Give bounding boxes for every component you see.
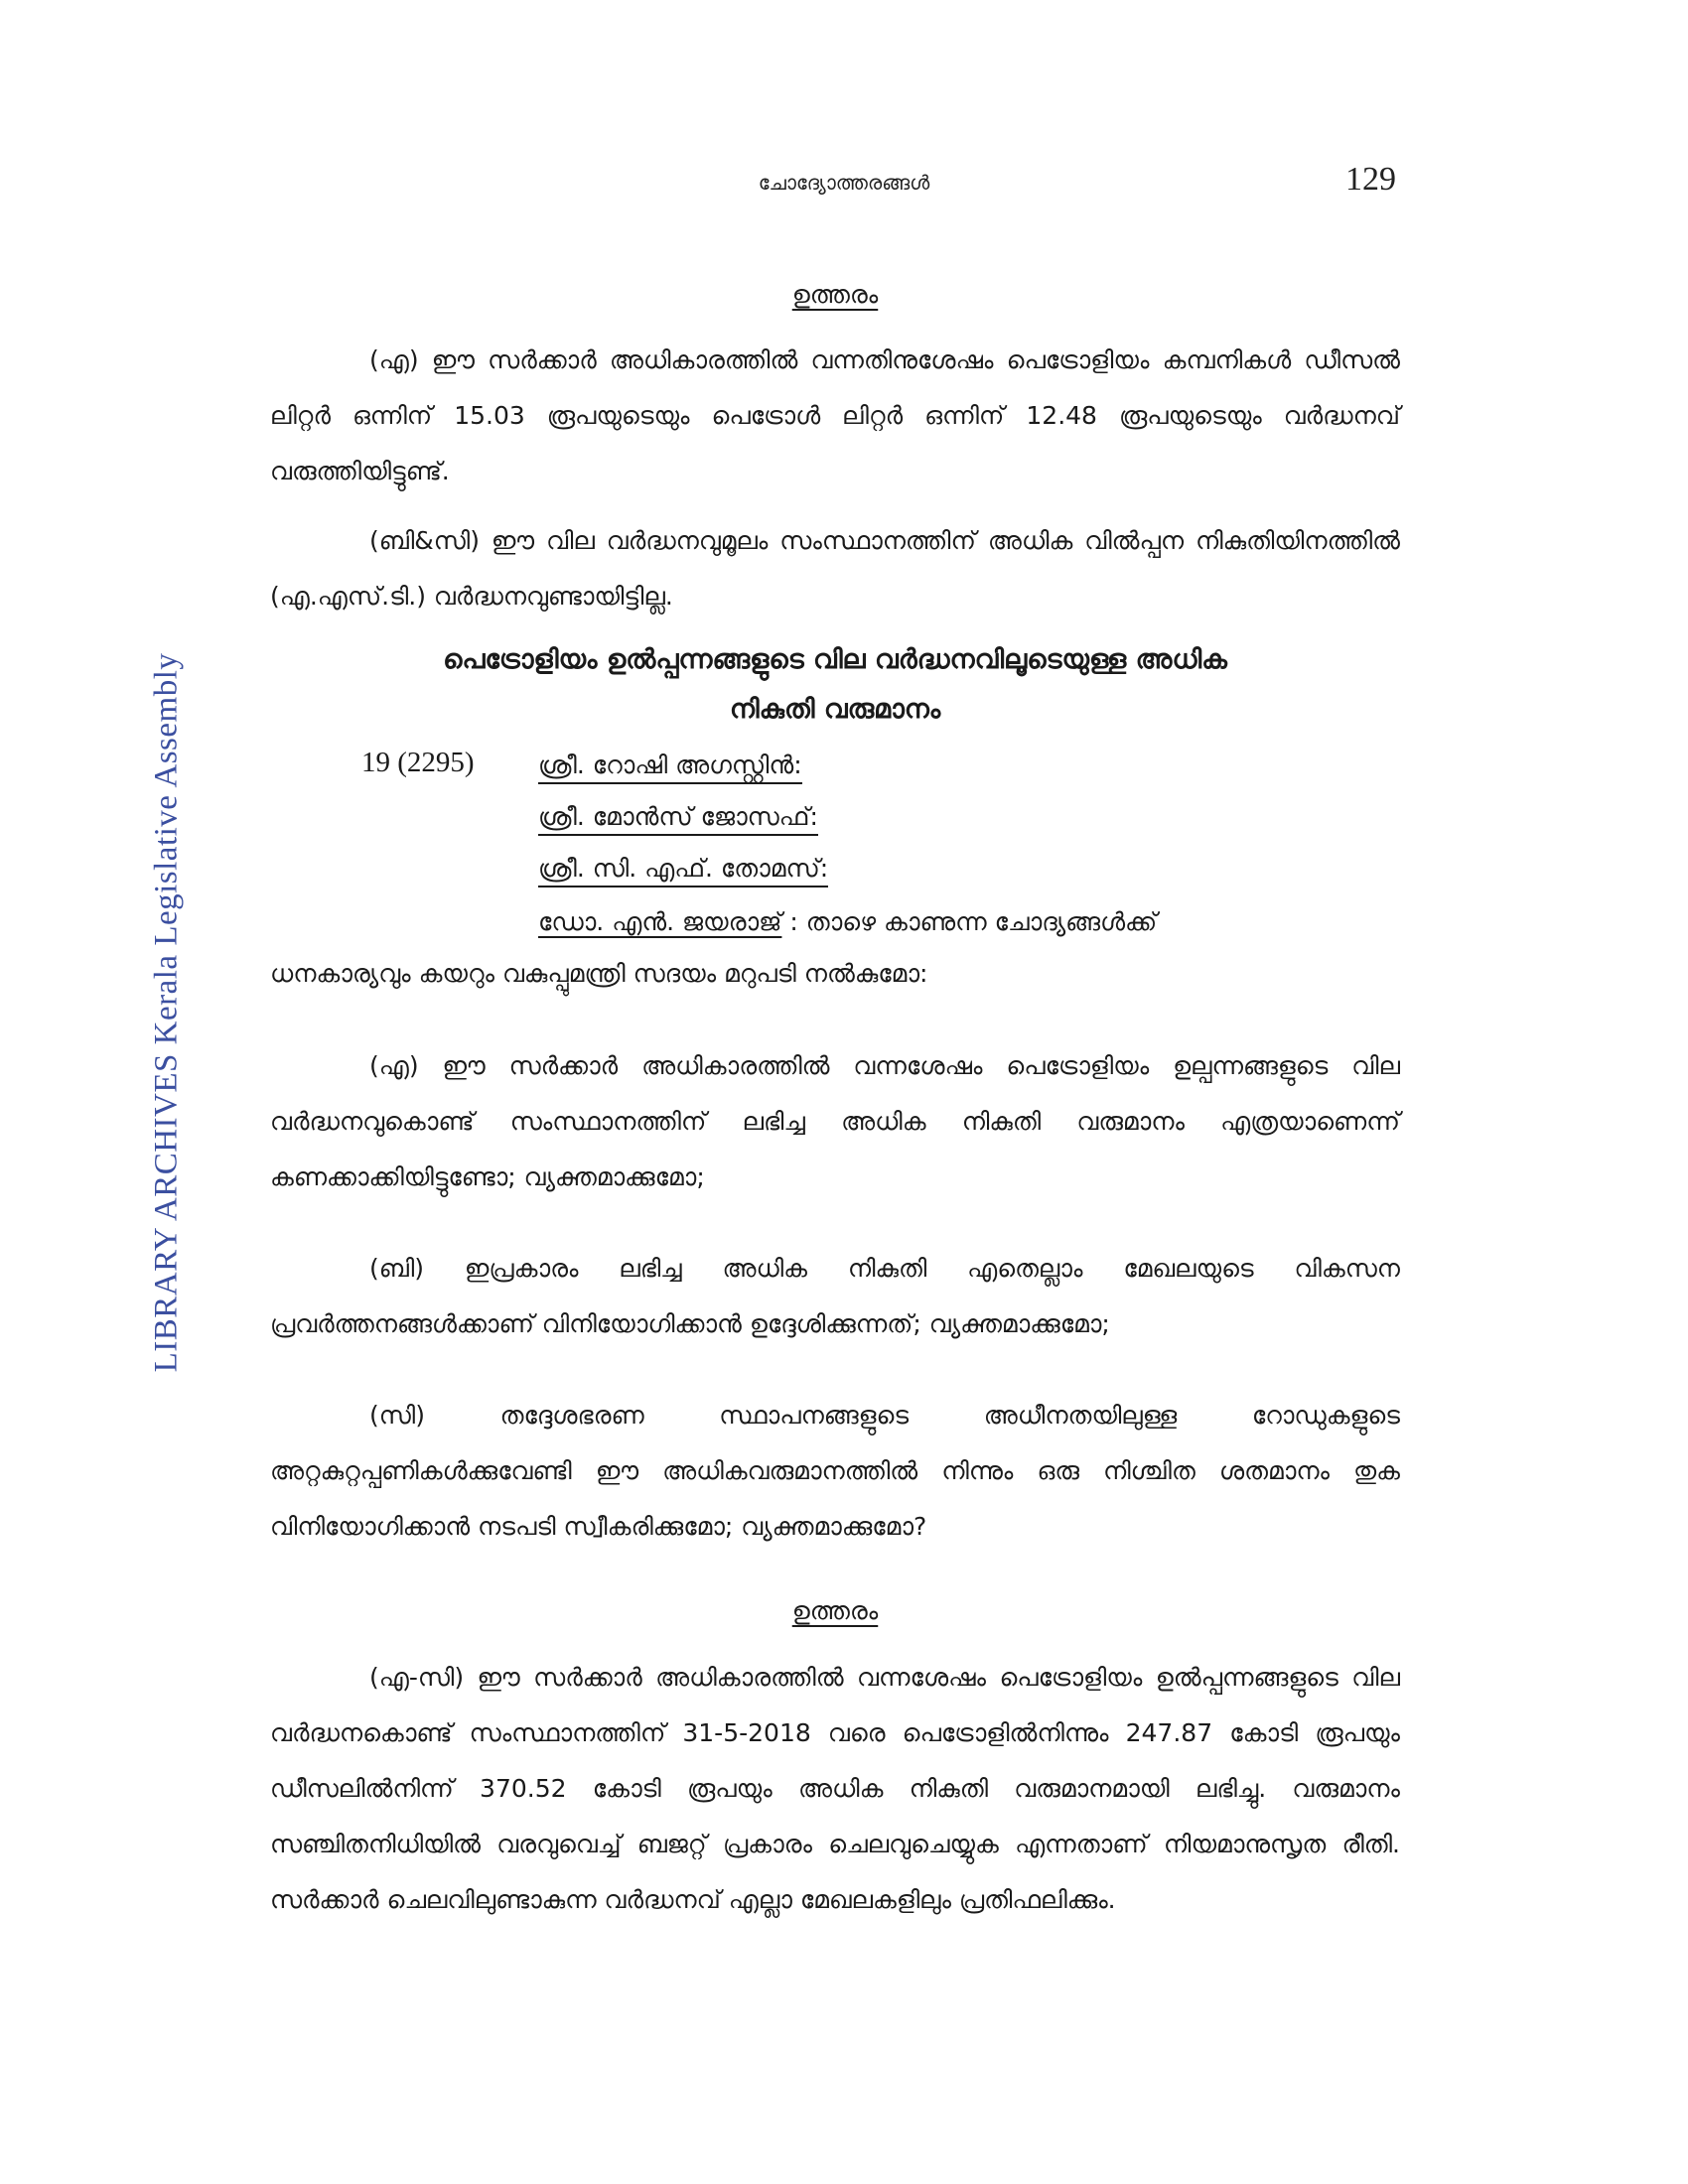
answer-heading-text: ഉത്തരം — [791, 280, 879, 309]
question-part-c: (സി) തദ്ദേശഭരണ സ്ഥാപനങ്ങളുടെ അധീനതയിലുള്ള റോഡുകളുടെ അറ്റകുറ്റപ്പണികൾക്കുവേണ്ടി ഈ അധികവരുമാനത്തിൽ നിന്നും ഒരു നിശ്ചിത ശതമാനം തുക വിനിയോഗിക്കാൻ നടപടി സ്വീകരിക്കുമോ; വ്യക്തമാക്കുമോ? — [270, 1401, 1400, 1541]
member-3: ശ്രീ. സി. എഫ്. തോമസ്: — [538, 854, 828, 887]
answer-heading-2 — [270, 1596, 1400, 1626]
question-title — [270, 635, 1400, 735]
page-number: 129 — [1345, 161, 1396, 198]
answer-part-a: (എ) ഈ സർക്കാർ അധികാരത്തിൽ വന്നതിനുശേഷം പെട്രോളിയം കമ്പനികൾ ഡീസൽ ലിറ്റർ ഒന്നിന് 15.03 രൂപയുടെയും പെട്രോൾ ലിറ്റർ ഒന്നിന് 12.48 രൂപയുടെയും വർദ്ധനവ് വരുത്തിയിട്ടുണ്ട്. — [270, 345, 1400, 485]
question-title-line2: നികുതി വരുമാനം — [729, 694, 941, 725]
answer-part-bc: (ബി&സി) ഈ വില വർദ്ധനവുമൂലം സംസ്ഥാനത്തിന് അധിക വിൽപ്പന നികുതിയിനത്തിൽ (എ.എസ്.ടി.) വർദ്ധനവുണ്ടായിട്ടില്ല. — [270, 526, 1400, 611]
answer-heading — [270, 280, 1400, 310]
question-number: 19 (2295) — [361, 747, 475, 778]
ask-line-1: : താഴെ കാണുന്ന ചോദ്യങ്ങൾക്ക് — [781, 907, 1158, 936]
question-part-a: (എ) ഈ സർക്കാർ അധികാരത്തിൽ വന്നശേഷം പെട്രോളിയം ഉല്പന്നങ്ങളുടെ വില വർദ്ധനവുകൊണ്ട് സംസ്ഥാനത്തിന് ലഭിച്ച അധിക നികുതി വരുമാനം എത്രയാണെന്ന് കണക്കാക്കിയിട്ടുണ്ടോ; വ്യക്തമാക്കുമോ; — [270, 1051, 1400, 1191]
ask-line-2: ധനകാര്യവും കയറും വകുപ്പുമന്ത്രി സദയം മറുപടി നൽകുമോ: — [270, 959, 928, 988]
running-head: ചോദ്യോത്തരങ്ങൾ — [758, 171, 930, 195]
member-4-name: ഡോ. എൻ. ജയരാജ് — [538, 907, 782, 936]
member-4 — [538, 907, 1157, 937]
answer-part-a-c: (എ-സി) ഈ സർക്കാർ അധികാരത്തിൽ വന്നശേഷം പെട്രോളിയം ഉൽപ്പന്നങ്ങളുടെ വില വർദ്ധനകൊണ്ട് സംസ്ഥാനത്തിന് 31-5-2018 വരെ പെട്രോളിൽനിന്നും 247.87 കോടി രൂപയും ഡീസലിൽനിന്ന് 370.52 കോടി രൂപയും അധിക നികുതി വരുമാനമായി ലഭിച്ചു. വരുമാനം സഞ്ചിതനിധിയിൽ വരവുവെച്ച് ബജറ്റ് പ്രകാരം ചെലവുചെയ്യുക എന്നതാണ് നിയമാനുസൃത രീതി. സർക്കാർ ചെലവിലുണ്ടാകുന്ന വർദ്ധനവ് എല്ലാ മേഖലകളിലും പ്രതിഫലിക്കും. — [270, 1663, 1400, 1914]
member-2: ശ്രീ. മോൻസ് ജോസഫ്: — [538, 802, 818, 836]
member-1: ശ്രീ. റോഷി അഗസ്റ്റിൻ: — [538, 751, 802, 784]
archive-watermark: LIBRARY ARCHIVES Kerala Legislative Assembly — [148, 652, 185, 1373]
question-part-b: (ബി) ഇപ്രകാരം ലഭിച്ച അധിക നികുതി എതെല്ലാം മേഖലയുടെ വികസന പ്രവർത്തനങ്ങൾക്കാണ് വിനിയോഗിക്കാൻ ഉദ്ദേശിക്കുന്നത്; വ്യക്തമാക്കുമോ; — [270, 1254, 1400, 1338]
question-title-line1: പെട്രോളിയം ഉൽപ്പന്നങ്ങളുടെ വില വർദ്ധനവിലൂടെയുള്ള അധിക — [443, 644, 1227, 675]
answer-heading-2-text: ഉത്തരം — [791, 1596, 879, 1625]
